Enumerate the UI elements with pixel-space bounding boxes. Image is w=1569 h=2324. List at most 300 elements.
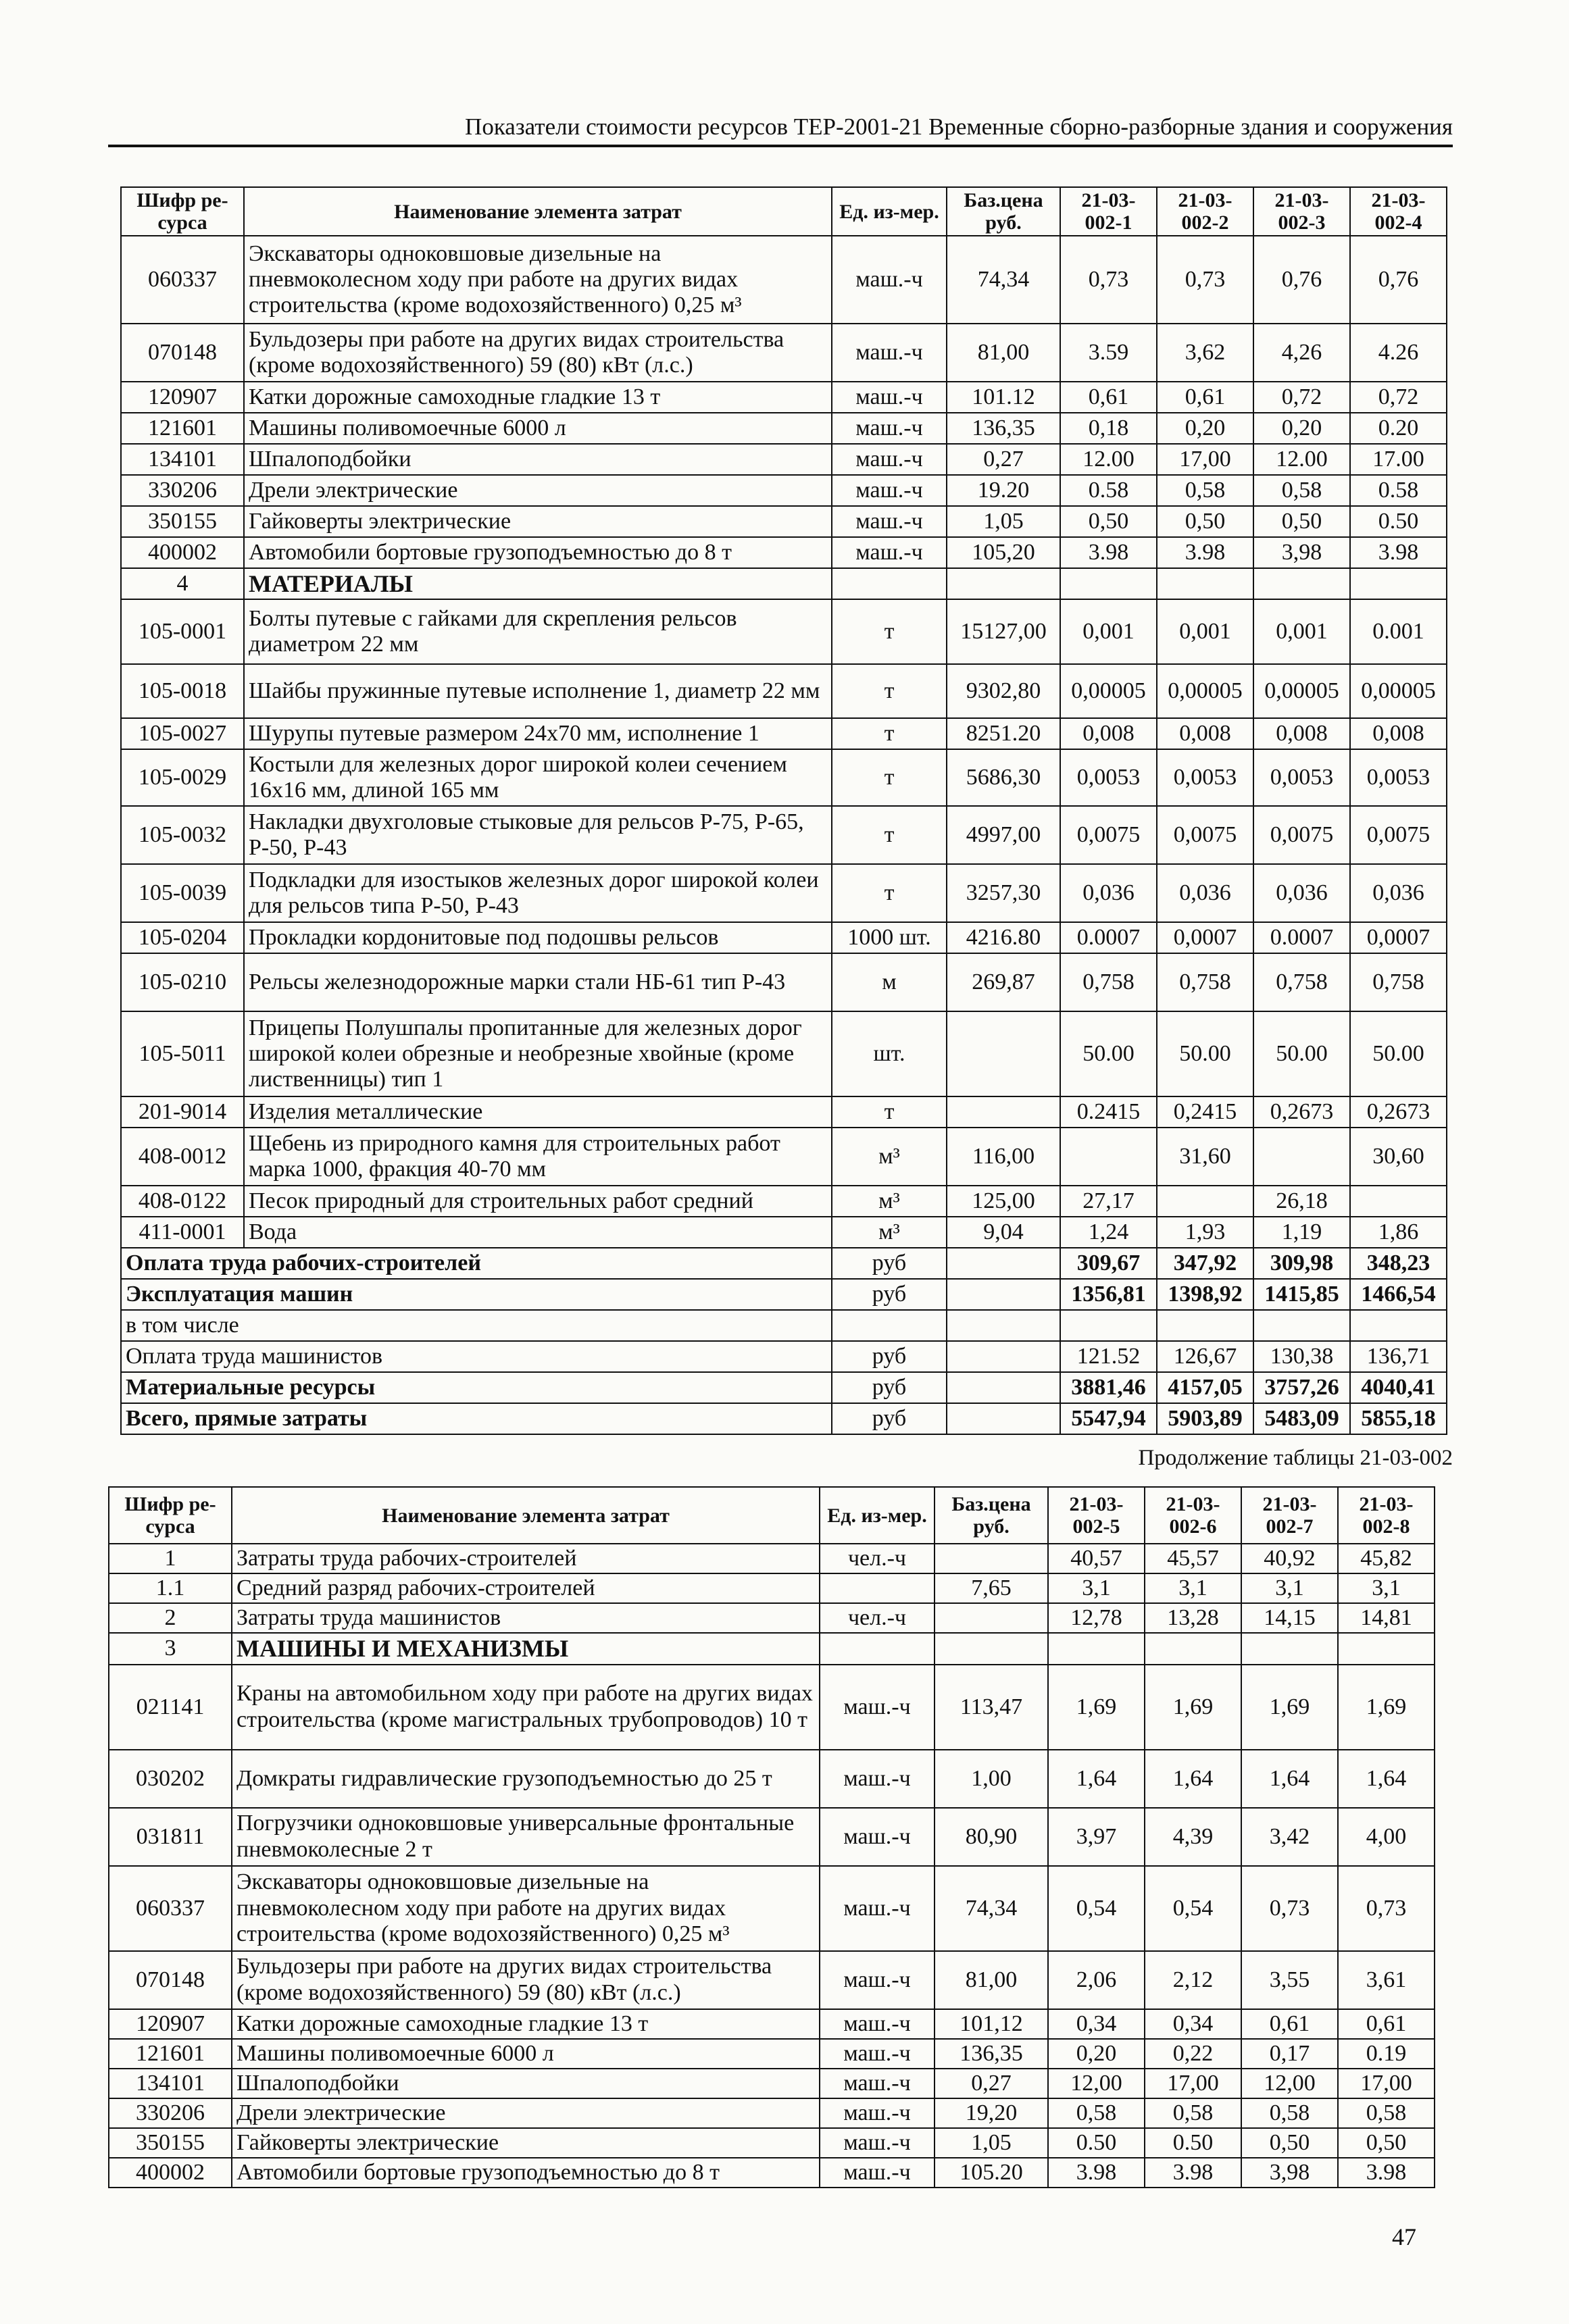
- base-price-cell: 105,20: [947, 537, 1060, 568]
- norm-value-cell: 17,00: [1157, 444, 1253, 475]
- section-row: [109, 1633, 1435, 1664]
- resource-code: 105-0029: [121, 749, 244, 806]
- summary-value-cell: 5483,09: [1253, 1403, 1350, 1434]
- unit-cell: т: [832, 599, 947, 664]
- summary-row: [121, 1248, 1447, 1279]
- col-header-norm: 21-03-002-4: [1350, 187, 1447, 236]
- norm-value-cell: 31,60: [1157, 1128, 1253, 1186]
- table-row: [109, 2039, 1435, 2069]
- summary-value-cell: 3881,46: [1060, 1372, 1157, 1403]
- table-row: [121, 1096, 1447, 1128]
- resource-code: 060337: [109, 1866, 232, 1951]
- resource-code: 330206: [121, 475, 244, 506]
- resource-name: Средний разряд рабочих-строителей: [232, 1573, 820, 1603]
- norm-value-cell: 0,0053: [1253, 749, 1350, 806]
- norm-value-cell: [1350, 568, 1447, 599]
- norm-value-cell: 0,50: [1241, 2128, 1338, 2158]
- base-price-cell: 19.20: [947, 475, 1060, 506]
- base-price-cell: 4997,00: [947, 806, 1060, 864]
- summary-value-cell: 309,98: [1253, 1248, 1350, 1279]
- unit-cell: чел.-ч: [820, 1544, 935, 1573]
- unit-cell: руб: [832, 1372, 947, 1403]
- unit-cell: т: [832, 864, 947, 922]
- col-header-unit: Ед. из-мер.: [832, 187, 947, 236]
- norm-value-cell: 0,0053: [1157, 749, 1253, 806]
- summary-value-cell: 5855,18: [1350, 1403, 1447, 1434]
- norm-value-cell: 50.00: [1157, 1011, 1253, 1096]
- unit-cell: руб: [832, 1248, 947, 1279]
- norm-value-cell: 0,54: [1145, 1866, 1241, 1951]
- norm-value-cell: 0,001: [1253, 599, 1350, 664]
- resource-name: Гайковерты электрические: [244, 506, 832, 537]
- base-price-cell: 113,47: [935, 1665, 1048, 1750]
- norm-value-cell: 40,92: [1241, 1544, 1338, 1573]
- norm-value-cell: 0,58: [1157, 475, 1253, 506]
- resource-name: Экскаваторы одноковшовые дизельные на пневмоколесном ходу при работе на других видах строительства (кроме водохозяйственного) 0,25 м³: [244, 236, 832, 324]
- summary-label: Оплата труда рабочих-строителей: [121, 1248, 832, 1279]
- unit-cell: маш.-ч: [820, 1951, 935, 2009]
- norm-value-cell: 3,1: [1338, 1573, 1435, 1603]
- resource-code: 105-0027: [121, 718, 244, 749]
- unit-cell: м³: [832, 1128, 947, 1186]
- table-row: [121, 537, 1447, 568]
- norm-value-cell: [1048, 1633, 1145, 1664]
- col-header-norm: 21-03-002-5: [1048, 1487, 1145, 1544]
- resource-code: 030202: [109, 1750, 232, 1808]
- norm-value-cell: 3.98: [1338, 2158, 1435, 2188]
- table-row: [109, 2098, 1435, 2128]
- table-row: [121, 324, 1447, 382]
- norm-value-cell: 0,72: [1253, 382, 1350, 413]
- resource-code: 400002: [109, 2158, 232, 2188]
- base-price-cell: 8251.20: [947, 718, 1060, 749]
- norm-value-cell: 0,73: [1060, 236, 1157, 324]
- resource-code: 134101: [121, 444, 244, 475]
- norm-value-cell: 2,06: [1048, 1951, 1145, 2009]
- table-row: [121, 718, 1447, 749]
- summary-value-cell: 309,67: [1060, 1248, 1157, 1279]
- resource-code: 105-0210: [121, 953, 244, 1011]
- base-price-cell: 80,90: [935, 1808, 1048, 1866]
- norm-value-cell: 0,73: [1241, 1866, 1338, 1951]
- norm-value-cell: [1253, 568, 1350, 599]
- resource-code: 105-0032: [121, 806, 244, 864]
- norm-value-cell: 45,57: [1145, 1544, 1241, 1573]
- norm-value-cell: 0,758: [1060, 953, 1157, 1011]
- summary-label: в том числе: [121, 1310, 832, 1341]
- table-row: [121, 864, 1447, 922]
- base-price-cell: 19,20: [935, 2098, 1048, 2128]
- norm-value-cell: [1241, 1633, 1338, 1664]
- norm-value-cell: 0,008: [1157, 718, 1253, 749]
- base-price-cell: 5686,30: [947, 749, 1060, 806]
- summary-label: Материальные ресурсы: [121, 1372, 832, 1403]
- norm-value-cell: 1,69: [1338, 1665, 1435, 1750]
- summary-value-cell: 121.52: [1060, 1341, 1157, 1372]
- base-price-cell: 3257,30: [947, 864, 1060, 922]
- unit-cell: т: [832, 718, 947, 749]
- norm-value-cell: 12,78: [1048, 1603, 1145, 1633]
- norm-value-cell: 0,58: [1253, 475, 1350, 506]
- unit-cell: маш.-ч: [832, 444, 947, 475]
- norm-value-cell: 1,69: [1048, 1665, 1145, 1750]
- norm-value-cell: 0,17: [1241, 2039, 1338, 2069]
- resource-name: Щебень из природного камня для строительных работ марка 1000, фракция 40-70 мм: [244, 1128, 832, 1186]
- table-row: [109, 1665, 1435, 1750]
- base-price-cell: 15127,00: [947, 599, 1060, 664]
- table-row: [121, 475, 1447, 506]
- norm-value-cell: 3,98: [1253, 537, 1350, 568]
- norm-value-cell: 0,036: [1157, 864, 1253, 922]
- table-row: [109, 1544, 1435, 1573]
- norm-value-cell: 0,008: [1350, 718, 1447, 749]
- unit-cell: маш.-ч: [820, 2009, 935, 2039]
- summary-value-cell: 1415,85: [1253, 1279, 1350, 1310]
- table-row: [121, 236, 1447, 324]
- base-price-cell: 105.20: [935, 2158, 1048, 2188]
- empty-cell: [947, 1248, 1060, 1279]
- unit-cell: маш.-ч: [832, 382, 947, 413]
- norm-value-cell: 0.2415: [1060, 1096, 1157, 1128]
- col-header-norm: 21-03-002-3: [1253, 187, 1350, 236]
- norm-value-cell: 14,15: [1241, 1603, 1338, 1633]
- resource-name: Шайбы пружинные путевые исполнение 1, диаметр 22 мм: [244, 664, 832, 718]
- base-price-cell: 101,12: [935, 2009, 1048, 2039]
- summary-row: [121, 1341, 1447, 1372]
- norm-value-cell: 0,2415: [1157, 1096, 1253, 1128]
- base-price-cell: 74,34: [947, 236, 1060, 324]
- table-row: [121, 664, 1447, 718]
- table-row: [121, 413, 1447, 444]
- norm-value-cell: 17,00: [1338, 2069, 1435, 2098]
- norm-value-cell: 1,64: [1338, 1750, 1435, 1808]
- norm-value-cell: 1,86: [1350, 1217, 1447, 1248]
- resource-name: Изделия металлические: [244, 1096, 832, 1128]
- norm-value-cell: 12,00: [1048, 2069, 1145, 2098]
- norm-value-cell: 3.59: [1060, 324, 1157, 382]
- resource-name: Прицепы Полушпалы пропитанные для железных дорог широкой колеи обрезные и необрезные хвойные (кроме лиственницы) тип 1: [244, 1011, 832, 1096]
- norm-value-cell: 0,58: [1145, 2098, 1241, 2128]
- resource-code: 330206: [109, 2098, 232, 2128]
- norm-value-cell: 0,0075: [1350, 806, 1447, 864]
- norm-value-cell: 0.001: [1350, 599, 1447, 664]
- unit-cell: маш.-ч: [820, 1866, 935, 1951]
- norm-value-cell: 13,28: [1145, 1603, 1241, 1633]
- summary-label: Оплата труда машинистов: [121, 1341, 832, 1372]
- table-row: [121, 444, 1447, 475]
- base-price-cell: 116,00: [947, 1128, 1060, 1186]
- summary-value-cell: 4157,05: [1157, 1372, 1253, 1403]
- norm-value-cell: [1145, 1633, 1241, 1664]
- norm-value-cell: 0,008: [1060, 718, 1157, 749]
- table-row: [121, 806, 1447, 864]
- norm-value-cell: 14,81: [1338, 1603, 1435, 1633]
- norm-value-cell: 3.98: [1157, 537, 1253, 568]
- unit-cell: т: [832, 1096, 947, 1128]
- norm-value-cell: 1,64: [1048, 1750, 1145, 1808]
- norm-value-cell: 0,00005: [1060, 664, 1157, 718]
- resource-name: Затраты труда рабочих-строителей: [232, 1544, 820, 1573]
- unit-cell: руб: [832, 1279, 947, 1310]
- norm-value-cell: 0,73: [1338, 1866, 1435, 1951]
- norm-value-cell: 0,76: [1350, 236, 1447, 324]
- unit-cell: руб: [832, 1341, 947, 1372]
- base-price-cell: 136,35: [935, 2039, 1048, 2069]
- col-header-price: Баз.цена руб.: [935, 1487, 1048, 1544]
- summary-value-cell: [1060, 1310, 1157, 1341]
- unit-cell: м³: [832, 1186, 947, 1217]
- norm-value-cell: 3,1: [1145, 1573, 1241, 1603]
- summary-value-cell: 136,71: [1350, 1341, 1447, 1372]
- table-row: [109, 2009, 1435, 2039]
- unit-cell: т: [832, 749, 947, 806]
- unit-cell: маш.-ч: [832, 475, 947, 506]
- summary-value-cell: 1398,92: [1157, 1279, 1253, 1310]
- norm-value-cell: [1157, 568, 1253, 599]
- summary-value-cell: 1466,54: [1350, 1279, 1447, 1310]
- resource-name: Шпалоподбойки: [232, 2069, 820, 2098]
- norm-value-cell: 40,57: [1048, 1544, 1145, 1573]
- base-price-cell: [935, 1544, 1048, 1573]
- base-price-cell: [947, 1011, 1060, 1096]
- base-price-cell: 1,00: [935, 1750, 1048, 1808]
- continuation-note: Продолжение таблицы 21-03-002: [1138, 1446, 1453, 1470]
- norm-value-cell: 1,69: [1145, 1665, 1241, 1750]
- norm-value-cell: 12.00: [1060, 444, 1157, 475]
- table-row: [121, 1128, 1447, 1186]
- resource-code: 070148: [121, 324, 244, 382]
- base-price-cell: 125,00: [947, 1186, 1060, 1217]
- resource-code: 121601: [109, 2039, 232, 2069]
- summary-value-cell: 5547,94: [1060, 1403, 1157, 1434]
- empty-cell: [947, 1372, 1060, 1403]
- unit-cell: маш.-ч: [832, 537, 947, 568]
- empty-cell: [947, 1403, 1060, 1434]
- norm-value-cell: 0,036: [1350, 864, 1447, 922]
- norm-value-cell: 0,54: [1048, 1866, 1145, 1951]
- summary-value-cell: [1157, 1310, 1253, 1341]
- resource-name: Подкладки для изостыков железных дорог широкой колеи для рельсов типа Р-50, Р-43: [244, 864, 832, 922]
- base-price-cell: 269,87: [947, 953, 1060, 1011]
- norm-value-cell: 0,61: [1060, 382, 1157, 413]
- norm-value-cell: 4,26: [1253, 324, 1350, 382]
- norm-value-cell: 0.58: [1350, 475, 1447, 506]
- norm-value-cell: 3.98: [1145, 2158, 1241, 2188]
- resource-name: Дрели электрические: [244, 475, 832, 506]
- table-row: [109, 1603, 1435, 1633]
- resource-name: Краны на автомобильном ходу при работе на других видах строительства (кроме магистральных трубопроводов) 10 т: [232, 1665, 820, 1750]
- resource-code: 105-5011: [121, 1011, 244, 1096]
- unit-cell: руб: [832, 1403, 947, 1434]
- norm-value-cell: 0,50: [1338, 2128, 1435, 2158]
- norm-value-cell: 0,0075: [1157, 806, 1253, 864]
- table-row: [109, 1750, 1435, 1808]
- col-header-norm: 21-03-002-7: [1241, 1487, 1338, 1544]
- resource-code: 120907: [121, 382, 244, 413]
- resource-name: Накладки двухголовые стыковые для рельсов Р-75, Р-65, Р-50, Р-43: [244, 806, 832, 864]
- resource-code: 120907: [109, 2009, 232, 2039]
- norm-value-cell: 0,61: [1241, 2009, 1338, 2039]
- empty-cell: [947, 1310, 1060, 1341]
- resource-name: Катки дорожные самоходные гладкие 13 т: [244, 382, 832, 413]
- norm-value-cell: 3,62: [1157, 324, 1253, 382]
- summary-label: Всего, прямые затраты: [121, 1403, 832, 1434]
- norm-value-cell: 50.00: [1253, 1011, 1350, 1096]
- table-row: [121, 599, 1447, 664]
- unit-cell: маш.-ч: [820, 1808, 935, 1866]
- summary-value-cell: 126,67: [1157, 1341, 1253, 1372]
- norm-value-cell: 0,036: [1253, 864, 1350, 922]
- base-price-cell: 0,27: [935, 2069, 1048, 2098]
- col-header-code: Шифр ре-сурса: [109, 1487, 232, 1544]
- summary-value-cell: [1253, 1310, 1350, 1341]
- base-price-cell: 1,05: [935, 2128, 1048, 2158]
- norm-value-cell: 26,18: [1253, 1186, 1350, 1217]
- norm-value-cell: 3,55: [1241, 1951, 1338, 2009]
- summary-row: [121, 1372, 1447, 1403]
- unit-cell: маш.-ч: [820, 2158, 935, 2188]
- resource-name: Вода: [244, 1217, 832, 1248]
- unit-cell: м³: [832, 1217, 947, 1248]
- resource-code: 031811: [109, 1808, 232, 1866]
- resource-code: 411-0001: [121, 1217, 244, 1248]
- resource-code: 105-0001: [121, 599, 244, 664]
- norm-value-cell: 0,00005: [1157, 664, 1253, 718]
- resource-name: Автомобили бортовые грузоподъемностью до 8 т: [244, 537, 832, 568]
- page-number: 47: [1392, 2223, 1416, 2250]
- resource-code: 105-0204: [121, 922, 244, 953]
- resource-name: МАТЕРИАЛЫ: [244, 568, 832, 599]
- base-price-cell: 0,27: [947, 444, 1060, 475]
- norm-value-cell: 0,758: [1157, 953, 1253, 1011]
- norm-value-cell: 3.98: [1060, 537, 1157, 568]
- col-header-price: Баз.цена руб.: [947, 187, 1060, 236]
- norm-value-cell: 4.26: [1350, 324, 1447, 382]
- resource-name: Прокладки кордонитовые под подошвы рельсов: [244, 922, 832, 953]
- base-price-cell: 4216.80: [947, 922, 1060, 953]
- resource-name: Машины поливомоечные 6000 л: [244, 413, 832, 444]
- norm-value-cell: 0.19: [1338, 2039, 1435, 2069]
- resource-table-1: [120, 186, 1447, 1435]
- norm-value-cell: 0,0075: [1253, 806, 1350, 864]
- base-price-cell: [935, 1603, 1048, 1633]
- resource-code: 1: [109, 1544, 232, 1573]
- resource-name: МАШИНЫ И МЕХАНИЗМЫ: [232, 1633, 820, 1664]
- resource-name: Гайковерты электрические: [232, 2128, 820, 2158]
- base-price-cell: 136,35: [947, 413, 1060, 444]
- unit-cell: чел.-ч: [820, 1603, 935, 1633]
- norm-value-cell: 0,61: [1338, 2009, 1435, 2039]
- resource-code: 350155: [121, 506, 244, 537]
- norm-value-cell: [1060, 568, 1157, 599]
- norm-value-cell: 0,58: [1338, 2098, 1435, 2128]
- col-header-name: Наименование элемента затрат: [244, 187, 832, 236]
- resource-code: 1.1: [109, 1573, 232, 1603]
- resource-name: Автомобили бортовые грузоподъемностью до 8 т: [232, 2158, 820, 2188]
- norm-value-cell: 3,98: [1241, 2158, 1338, 2188]
- norm-value-cell: 0,34: [1145, 2009, 1241, 2039]
- empty-cell: [947, 1341, 1060, 1372]
- norm-value-cell: 0.50: [1048, 2128, 1145, 2158]
- summary-value-cell: 4040,41: [1350, 1372, 1447, 1403]
- table-row: [121, 506, 1447, 537]
- unit-cell: маш.-ч: [820, 1750, 935, 1808]
- norm-value-cell: 45,82: [1338, 1544, 1435, 1573]
- unit-cell: маш.-ч: [820, 2069, 935, 2098]
- summary-value-cell: 130,38: [1253, 1341, 1350, 1372]
- unit-cell: т: [832, 806, 947, 864]
- norm-value-cell: 0,758: [1253, 953, 1350, 1011]
- unit-cell: маш.-ч: [832, 236, 947, 324]
- table-row: [109, 1808, 1435, 1866]
- table-row: [121, 953, 1447, 1011]
- norm-value-cell: 0,001: [1060, 599, 1157, 664]
- norm-value-cell: 0,2673: [1350, 1096, 1447, 1128]
- norm-value-cell: 0,50: [1157, 506, 1253, 537]
- norm-value-cell: 0,2673: [1253, 1096, 1350, 1128]
- base-price-cell: 7,65: [935, 1573, 1048, 1603]
- resource-code: 3: [109, 1633, 232, 1664]
- table-row: [121, 1186, 1447, 1217]
- unit-cell: м: [832, 953, 947, 1011]
- col-header-norm: 21-03-002-1: [1060, 187, 1157, 236]
- resource-name: Погрузчики одноковшовые универсальные фронтальные пневмоколесные 2 т: [232, 1808, 820, 1866]
- norm-value-cell: 0,0053: [1060, 749, 1157, 806]
- norm-value-cell: 0,0053: [1350, 749, 1447, 806]
- unit-cell: 1000 шт.: [832, 922, 947, 953]
- norm-value-cell: 1,64: [1145, 1750, 1241, 1808]
- summary-row: [121, 1310, 1447, 1341]
- norm-value-cell: 0,61: [1157, 382, 1253, 413]
- resource-code: 400002: [121, 537, 244, 568]
- resource-name: Костыли для железных дорог широкой колеи сечением 16х16 мм, длиной 165 мм: [244, 749, 832, 806]
- unit-cell: маш.-ч: [832, 413, 947, 444]
- norm-value-cell: 0,00005: [1350, 664, 1447, 718]
- base-price-cell: [947, 1096, 1060, 1128]
- norm-value-cell: 30,60: [1350, 1128, 1447, 1186]
- norm-value-cell: 12.00: [1253, 444, 1350, 475]
- summary-value-cell: 347,92: [1157, 1248, 1253, 1279]
- norm-value-cell: 0,18: [1060, 413, 1157, 444]
- base-price-cell: 81,00: [947, 324, 1060, 382]
- summary-value-cell: 1356,81: [1060, 1279, 1157, 1310]
- col-header-unit: Ед. из-мер.: [820, 1487, 935, 1544]
- resource-code: 070148: [109, 1951, 232, 2009]
- table-header-row: [109, 1487, 1435, 1544]
- norm-value-cell: 0,50: [1060, 506, 1157, 537]
- base-price-cell: 74,34: [935, 1866, 1048, 1951]
- norm-value-cell: 3,1: [1048, 1573, 1145, 1603]
- norm-value-cell: 1,93: [1157, 1217, 1253, 1248]
- unit-cell: [832, 568, 947, 599]
- norm-value-cell: 0.50: [1145, 2128, 1241, 2158]
- base-price-cell: [935, 1633, 1048, 1664]
- summary-value-cell: 348,23: [1350, 1248, 1447, 1279]
- resource-code: 134101: [109, 2069, 232, 2098]
- resource-name: Шурупы путевые размером 24х70 мм, исполнение 1: [244, 718, 832, 749]
- norm-value-cell: 0.0007: [1253, 922, 1350, 953]
- summary-row: [121, 1279, 1447, 1310]
- resource-code: 060337: [121, 236, 244, 324]
- table-row: [109, 1866, 1435, 1951]
- norm-value-cell: 0,00005: [1253, 664, 1350, 718]
- base-price-cell: [947, 568, 1060, 599]
- norm-value-cell: 27,17: [1060, 1186, 1157, 1217]
- resource-name: Рельсы железнодорожные марки стали НБ-61 тип Р-43: [244, 953, 832, 1011]
- norm-value-cell: 0,0007: [1157, 922, 1253, 953]
- resource-name: Песок природный для строительных работ средний: [244, 1186, 832, 1217]
- norm-value-cell: 1,24: [1060, 1217, 1157, 1248]
